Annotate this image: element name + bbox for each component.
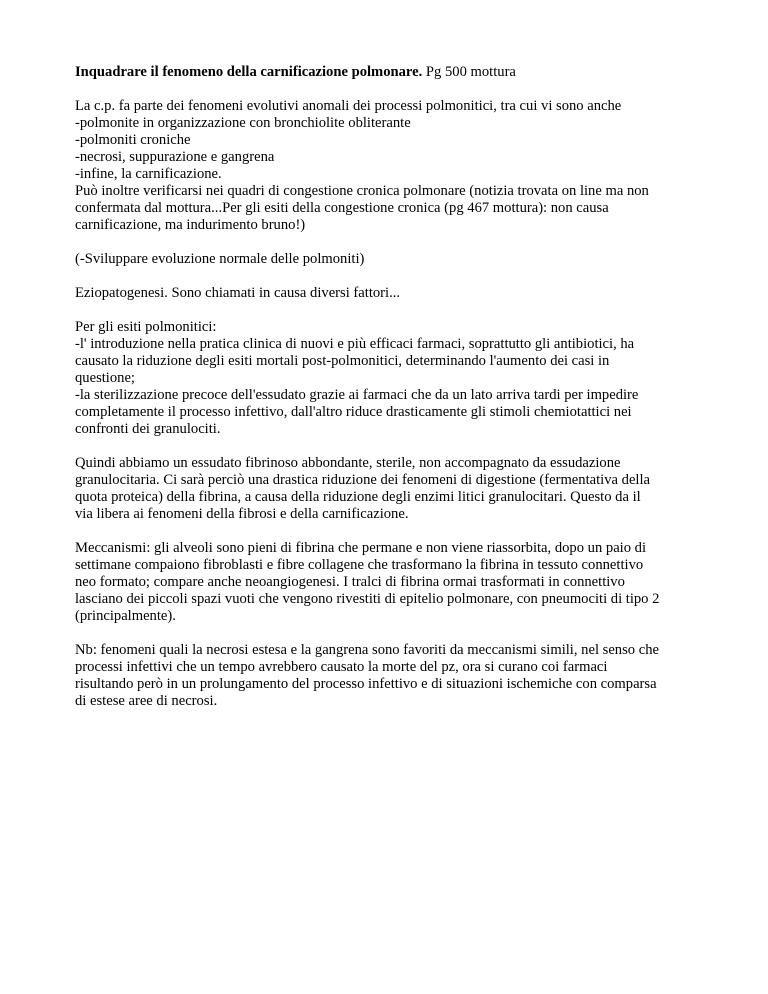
text-line: completamente il processo infettivo, dall'altro riduce drasticamente gli stimoli chemiotattici nei [75, 404, 632, 420]
text-line: Nb: fenomeni quali la necrosi estesa e la gangrena sono favoriti da meccanismi simili, nel senso che [75, 642, 659, 658]
text-line: confronti dei granulociti. [75, 421, 221, 437]
list-item: -l' introduzione nella pratica clinica di nuovi e più efficaci farmaci, soprattutto gli antibiotici, ha [75, 336, 635, 352]
list-item: -necrosi, suppurazione e gangrena [75, 149, 275, 165]
text-line: settimane compaiono fibroblasti e fibre collagene che trasformano la fibrina in tessuto connettivo [75, 557, 644, 573]
text-line: quota proteica) della fibrina, a causa della riduzione degli enzimi litici granulocitari. Questo da il [75, 489, 641, 505]
list-item: -la sterilizzazione precoce dell'essudato grazie ai farmaci che da un lato arriva tardi per impedire [75, 387, 639, 403]
title-bold: Inquadrare il fenomeno della carnificazione polmonare. [75, 64, 423, 80]
text-line: confermata dal mottura...Per gli esiti della congestione cronica (pg 467 mottura): non causa [75, 200, 609, 216]
text-line: Meccanismi: gli alveoli sono pieni di fibrina che permane e non viene riassorbita, dopo un paio di [75, 540, 647, 556]
text-line: causato la riduzione degli esiti mortali post-polmonitici, determinando l'aumento dei casi in [75, 353, 610, 369]
text-line: (principalmente). [75, 608, 176, 624]
text-line: neo formato; compare anche neoangiogenesi. I tralci di fibrina ormai trasformati in connettivo [75, 574, 625, 590]
list-item: -polmoniti croniche [75, 132, 191, 148]
text-line: questione; [75, 370, 135, 386]
text-line: (-Sviluppare evoluzione normale delle polmoniti) [75, 251, 365, 267]
paragraph-intro [75, 98, 715, 234]
document-body [75, 64, 715, 727]
paragraph-note [75, 251, 715, 268]
text-line: Quindi abbiamo un essudato fibrinoso abbondante, sterile, non accompagnato da essudazione [75, 455, 621, 471]
text-line: Per gli esiti polmonitici: [75, 319, 217, 335]
text-line: La c.p. fa parte dei fenomeni evolutivi anomali dei processi polmonitici, tra cui vi sono anche [75, 98, 622, 114]
paragraph-esiti [75, 319, 715, 438]
paragraph-eziopatogenesi [75, 285, 715, 302]
text-line: granulocitaria. Ci sarà perciò una drastica riduzione dei fenomeni di digestione (fermentativa della [75, 472, 651, 488]
text-line: lasciano dei piccoli spazi vuoti che vengono rivestiti di epitelio polmonare, con pneumociti di tipo 2 [75, 591, 660, 607]
text-line: processi infettivi che un tempo avrebbero causato la morte del pz, ora si curano coi farmaci [75, 659, 608, 675]
list-item: -infine, la carnificazione. [75, 166, 222, 182]
paragraph-meccanismi [75, 540, 715, 625]
text-line: Eziopatogenesi. Sono chiamati in causa diversi fattori... [75, 285, 401, 301]
list-item: -polmonite in organizzazione con bronchiolite obliterante [75, 115, 411, 131]
text-line: risultando però in un prolungamento del processo infettivo e di situazioni ischemiche con comparsa [75, 676, 657, 692]
title-reference: Pg 500 mottura [422, 64, 516, 80]
paragraph-quindi [75, 455, 715, 523]
paragraph-nb [75, 642, 715, 710]
text-line: carnificazione, ma indurimento bruno!) [75, 217, 306, 233]
text-line: Può inoltre verificarsi nei quadri di congestione cronica polmonare (notizia trovata on line ma non [75, 183, 649, 199]
document-title [75, 64, 715, 81]
text-line: di estese aree di necrosi. [75, 693, 218, 709]
text-line: via libera ai fenomeni della fibrosi e della carnificazione. [75, 506, 409, 522]
